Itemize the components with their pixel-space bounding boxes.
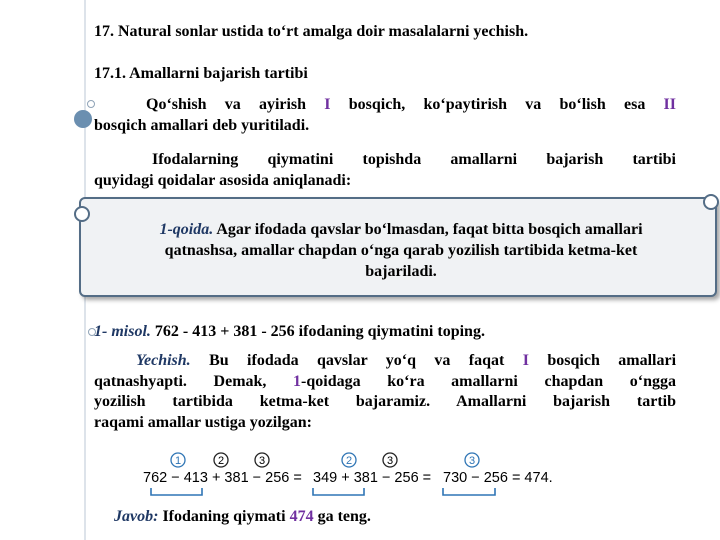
- para2-line1: Ifodalarning qiymatini topishda amallarni bajarish tartibi: [152, 151, 676, 168]
- solution-rule-number: 1: [293, 372, 302, 390]
- expression-2: 349 + 381 − 256 =: [313, 470, 432, 486]
- solution-l2a: qatnashyapti. Demak,: [94, 372, 267, 390]
- step-num-2b: 2: [345, 455, 353, 467]
- step-num-2: 2: [217, 455, 225, 467]
- heading: 17. Natural sonlar ustida to‘rt amalga doir masalalarni yechish.: [94, 23, 529, 40]
- para2-line2: quyidagi qoidalar asosida aniqlanadi:: [94, 171, 352, 189]
- solution-l2c: -qoidaga ko‘ra amallarni chapdan o‘ngga: [301, 372, 676, 390]
- para1-stage-one: I: [324, 96, 331, 113]
- expression-1: 762 − 413 + 381 − 256 =: [143, 470, 302, 486]
- bracket-2: [313, 488, 364, 495]
- rule-text: [96, 219, 706, 282]
- subheading: 17.1. Amallarni bajarish tartibi: [94, 65, 308, 82]
- scroll-curl-right: [703, 194, 719, 210]
- paragraph-2: [94, 150, 676, 191]
- bracket-3: [443, 488, 495, 495]
- step-num-3b: 3: [386, 455, 394, 467]
- paragraph-1: [94, 95, 676, 136]
- rule-label: 1-qoida.: [159, 221, 214, 238]
- bracket-1: [151, 488, 202, 495]
- solution-l1a: Bu ifodada qavslar yo‘q va faqat: [209, 352, 505, 369]
- step-num-1: 1: [174, 455, 182, 467]
- solution: [94, 351, 676, 433]
- para1-line2: bosqich amallari deb yuritiladi.: [94, 116, 310, 134]
- example-text: 762 - 413 + 381 - 256 ifodaning qiymatini toping.: [154, 323, 485, 340]
- scroll-curl-left: [74, 206, 90, 222]
- decorative-circle-filled: [74, 110, 92, 128]
- solution-line4: raqami amallar ustiga yozilgan:: [94, 413, 312, 431]
- rule-line3: bajariladi.: [365, 263, 437, 280]
- rule-line2: qatnashsa, amallar chapdan o‘nga qarab yozilish tartibida ketma-ket: [164, 242, 638, 259]
- answer-tail: ga teng.: [317, 508, 371, 525]
- solution-stage-one: I: [522, 352, 529, 369]
- solution-label: Yechish.: [136, 352, 191, 369]
- expression-3: 730 − 256 = 474.: [443, 470, 553, 486]
- para1-stage-two: II: [663, 96, 676, 113]
- example: [94, 322, 485, 342]
- step-num-3: 3: [258, 455, 266, 467]
- solution-line3: yozilish tartibida ketma-ket bajaramiz. Amallarni bajarish tartib: [94, 393, 676, 410]
- answer-label: Javob:: [114, 508, 159, 525]
- para1-text-c: bosqich, ko‘paytirish va bo‘lish esa: [348, 96, 646, 113]
- example-label: 1- misol.: [94, 323, 151, 340]
- calculation-diagram: [135, 448, 575, 504]
- step-num-3c: 3: [468, 455, 476, 467]
- para1-text-a: Qo‘shish va ayirish: [146, 96, 307, 113]
- rule-line1: Agar ifodada qavslar bo‘lmasdan, faqat bitta bosqich amallari: [216, 221, 643, 238]
- solution-l1c: bosqich amallari: [547, 352, 677, 369]
- answer-value: 474: [289, 508, 314, 525]
- answer: [114, 507, 371, 527]
- answer-text: Ifodaning qiymati: [162, 508, 286, 525]
